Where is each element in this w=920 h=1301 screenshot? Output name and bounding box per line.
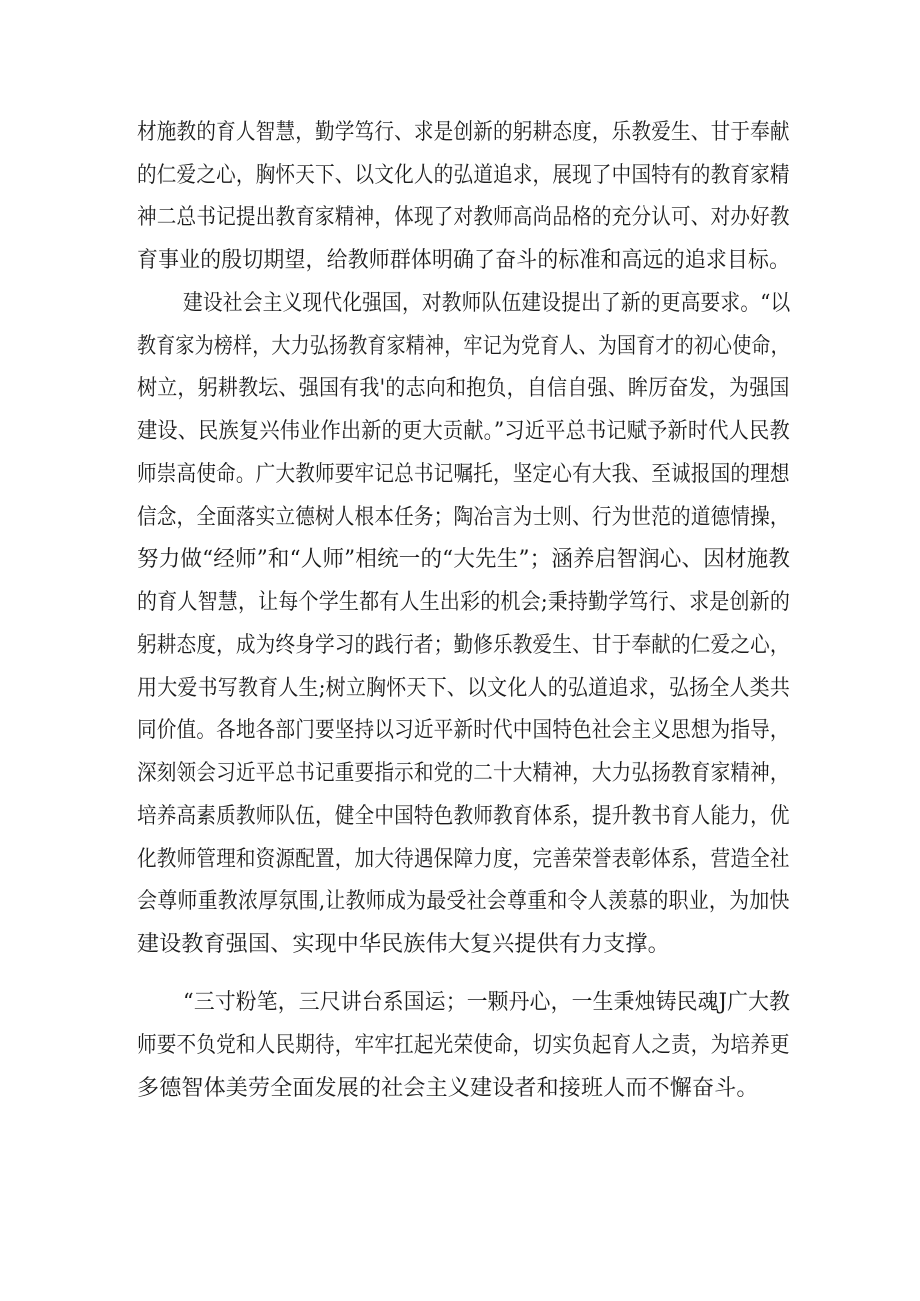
text-line: 树立，躬耕教坛、强国有我'的志向和抱负，自信自强、眸厉奋发，为强国 bbox=[137, 376, 790, 401]
text-line: 育事业的殷切期望，给教师群体明确了奋斗的标准和高远的追求目标。 bbox=[137, 248, 791, 273]
text-line: 教育家为榜样，大力弘扬教育家精神，牢记为党育人、为国育才的初心使命， bbox=[137, 334, 790, 359]
text-line: 躬耕态度，成为终身学习的践行者；勤修乐教爱生、甘于奉献的仁爱之心， bbox=[137, 633, 790, 658]
text-line: 材施教的育人智慧，勤学笃行、求是创新的躬耕态度，乐教爱生、甘于奉献 bbox=[137, 120, 790, 145]
text-line: 建设社会主义现代化强国，对教师队伍建设提出了新的更高要求。“以 bbox=[183, 291, 791, 316]
text-line: 用大爱书写教育人生;树立胸怀天下、以文化人的弘道追求，弘扬全人类共 bbox=[137, 676, 791, 701]
text-line: 的仁爱之心，胸怀天下、以文化人的弘道追求，展现了中国特有的教育家精 bbox=[137, 163, 790, 188]
text-line: 师崇高使命。广大教师要牢记总书记嘱托，坚定心有大我、至诚报国的理想 bbox=[137, 462, 790, 487]
text-line: 深刻领会习近平总书记重要指示和党的二十大精神，大力弘扬教育家精神， bbox=[137, 761, 790, 786]
text-line: 的育人智慧，让每个学生都有人生出彩的机会;秉持勤学笃行、求是创新的 bbox=[137, 590, 791, 615]
text-line: 神二总书记提出教育家精神，体现了对教师高尚品格的充分认可、对办好教 bbox=[137, 205, 790, 230]
text-line: 同价值。各地各部门要坚持以习近平新时代中国特色社会主义思想为指导， bbox=[137, 718, 790, 743]
text-line: 师要不负党和人民期待，牢牢扛起光荣使命，切实负起育人之责，为培养更 bbox=[137, 1033, 790, 1058]
text-line: “三寸粉笔，三尺讲台系国运；一颗丹心，一生秉烛铸民魂J广大教 bbox=[183, 990, 791, 1015]
text-line: 努力做“经师”和“人师”相统一的“大先生”；涵养启智润心、因材施教 bbox=[137, 547, 791, 572]
text-line: 建设教育强国、实现中华民族伟大复兴提供有力支撑。 bbox=[137, 932, 670, 957]
text-line: 多德智体美劳全面发展的社会主义建设者和接班人而不懈奋斗。 bbox=[137, 1076, 759, 1101]
text-line: 化教师管理和资源配置，加大待遇保障力度，完善荣誉表彰体系，营造全社 bbox=[137, 847, 790, 872]
text-line: 会尊师重教浓厚氛围,让教师成为最受社会尊重和令人羡慕的职业，为加快 bbox=[137, 889, 790, 914]
text-line: 信念，全面落实立德树人根本任务；陶冶言为士则、行为世范的道德情操， bbox=[137, 505, 790, 530]
text-line: 培养高素质教师队伍，健全中国特色教师教育体系，提升教书育人能力，优 bbox=[137, 804, 790, 829]
text-line: 建设、民族复兴伟业作出新的更大贡献。”习近平总书记赋予新时代人民教 bbox=[137, 419, 790, 444]
